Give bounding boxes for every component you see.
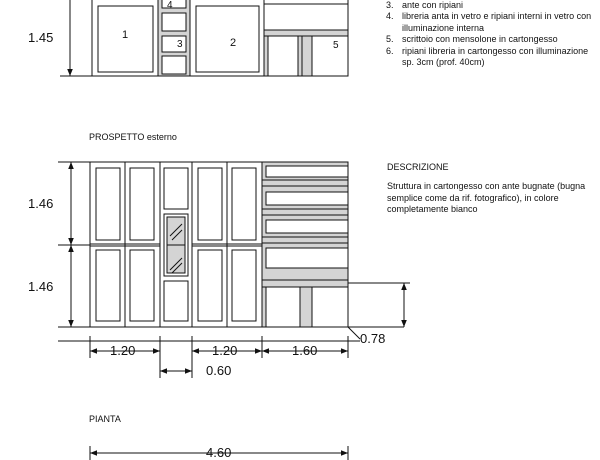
pianta-title: PIANTA (89, 414, 121, 424)
height-lower-label: 1.46 (28, 279, 54, 294)
legend-item-text: libreria anta in vetro e ripiani interni in vetro con illuminazione interna (402, 11, 592, 33)
descrizione-text: Struttura in cartongesso con ante bugnate (bugna semplice come da rif. fotografico), in colore completamente bianco (387, 181, 586, 215)
height-upper-label: 1.46 (28, 196, 54, 211)
legend-item-num: 5. (386, 34, 394, 45)
panel-number-4: 4 (167, 0, 173, 11)
panel-number-1: 1 (122, 29, 129, 41)
legend-item-num: 3. (386, 0, 394, 10)
top-height-label: 1.45 (28, 30, 54, 45)
descrizione-title: DESCRIZIONE (387, 162, 449, 172)
legend-list (386, 0, 596, 68)
legend-item (386, 46, 596, 69)
legend-item-num: 6. (386, 45, 394, 56)
legend-item-text: ante con ripiani (402, 0, 464, 10)
panel-number-3: 3 (177, 39, 183, 50)
legend-item (386, 0, 596, 11)
top-elevation (60, 0, 348, 76)
desk-height-label: 0.78 (360, 331, 386, 346)
dim-right-label: 1.60 (292, 343, 318, 358)
dim-center-label: 0.60 (206, 363, 232, 378)
dim-left-label: 1.20 (110, 343, 136, 358)
pianta-width-label: 4.60 (206, 445, 232, 460)
panel-number-5: 5 (333, 40, 339, 51)
legend-item-text: scrittoio con mensolone in cartongesso (402, 34, 558, 45)
dim-mid-label: 1.20 (212, 343, 238, 358)
legend-item-num: 4. (386, 11, 394, 22)
prospetto-title: PROSPETTO esterno (89, 132, 177, 142)
legend-item (386, 34, 596, 45)
legend-item-text: ripiani libreria in cartongesso con illuminazione sp. 3cm (prof. 40cm) (402, 45, 589, 68)
legend-item (386, 11, 596, 34)
panel-number-2: 2 (230, 37, 237, 49)
